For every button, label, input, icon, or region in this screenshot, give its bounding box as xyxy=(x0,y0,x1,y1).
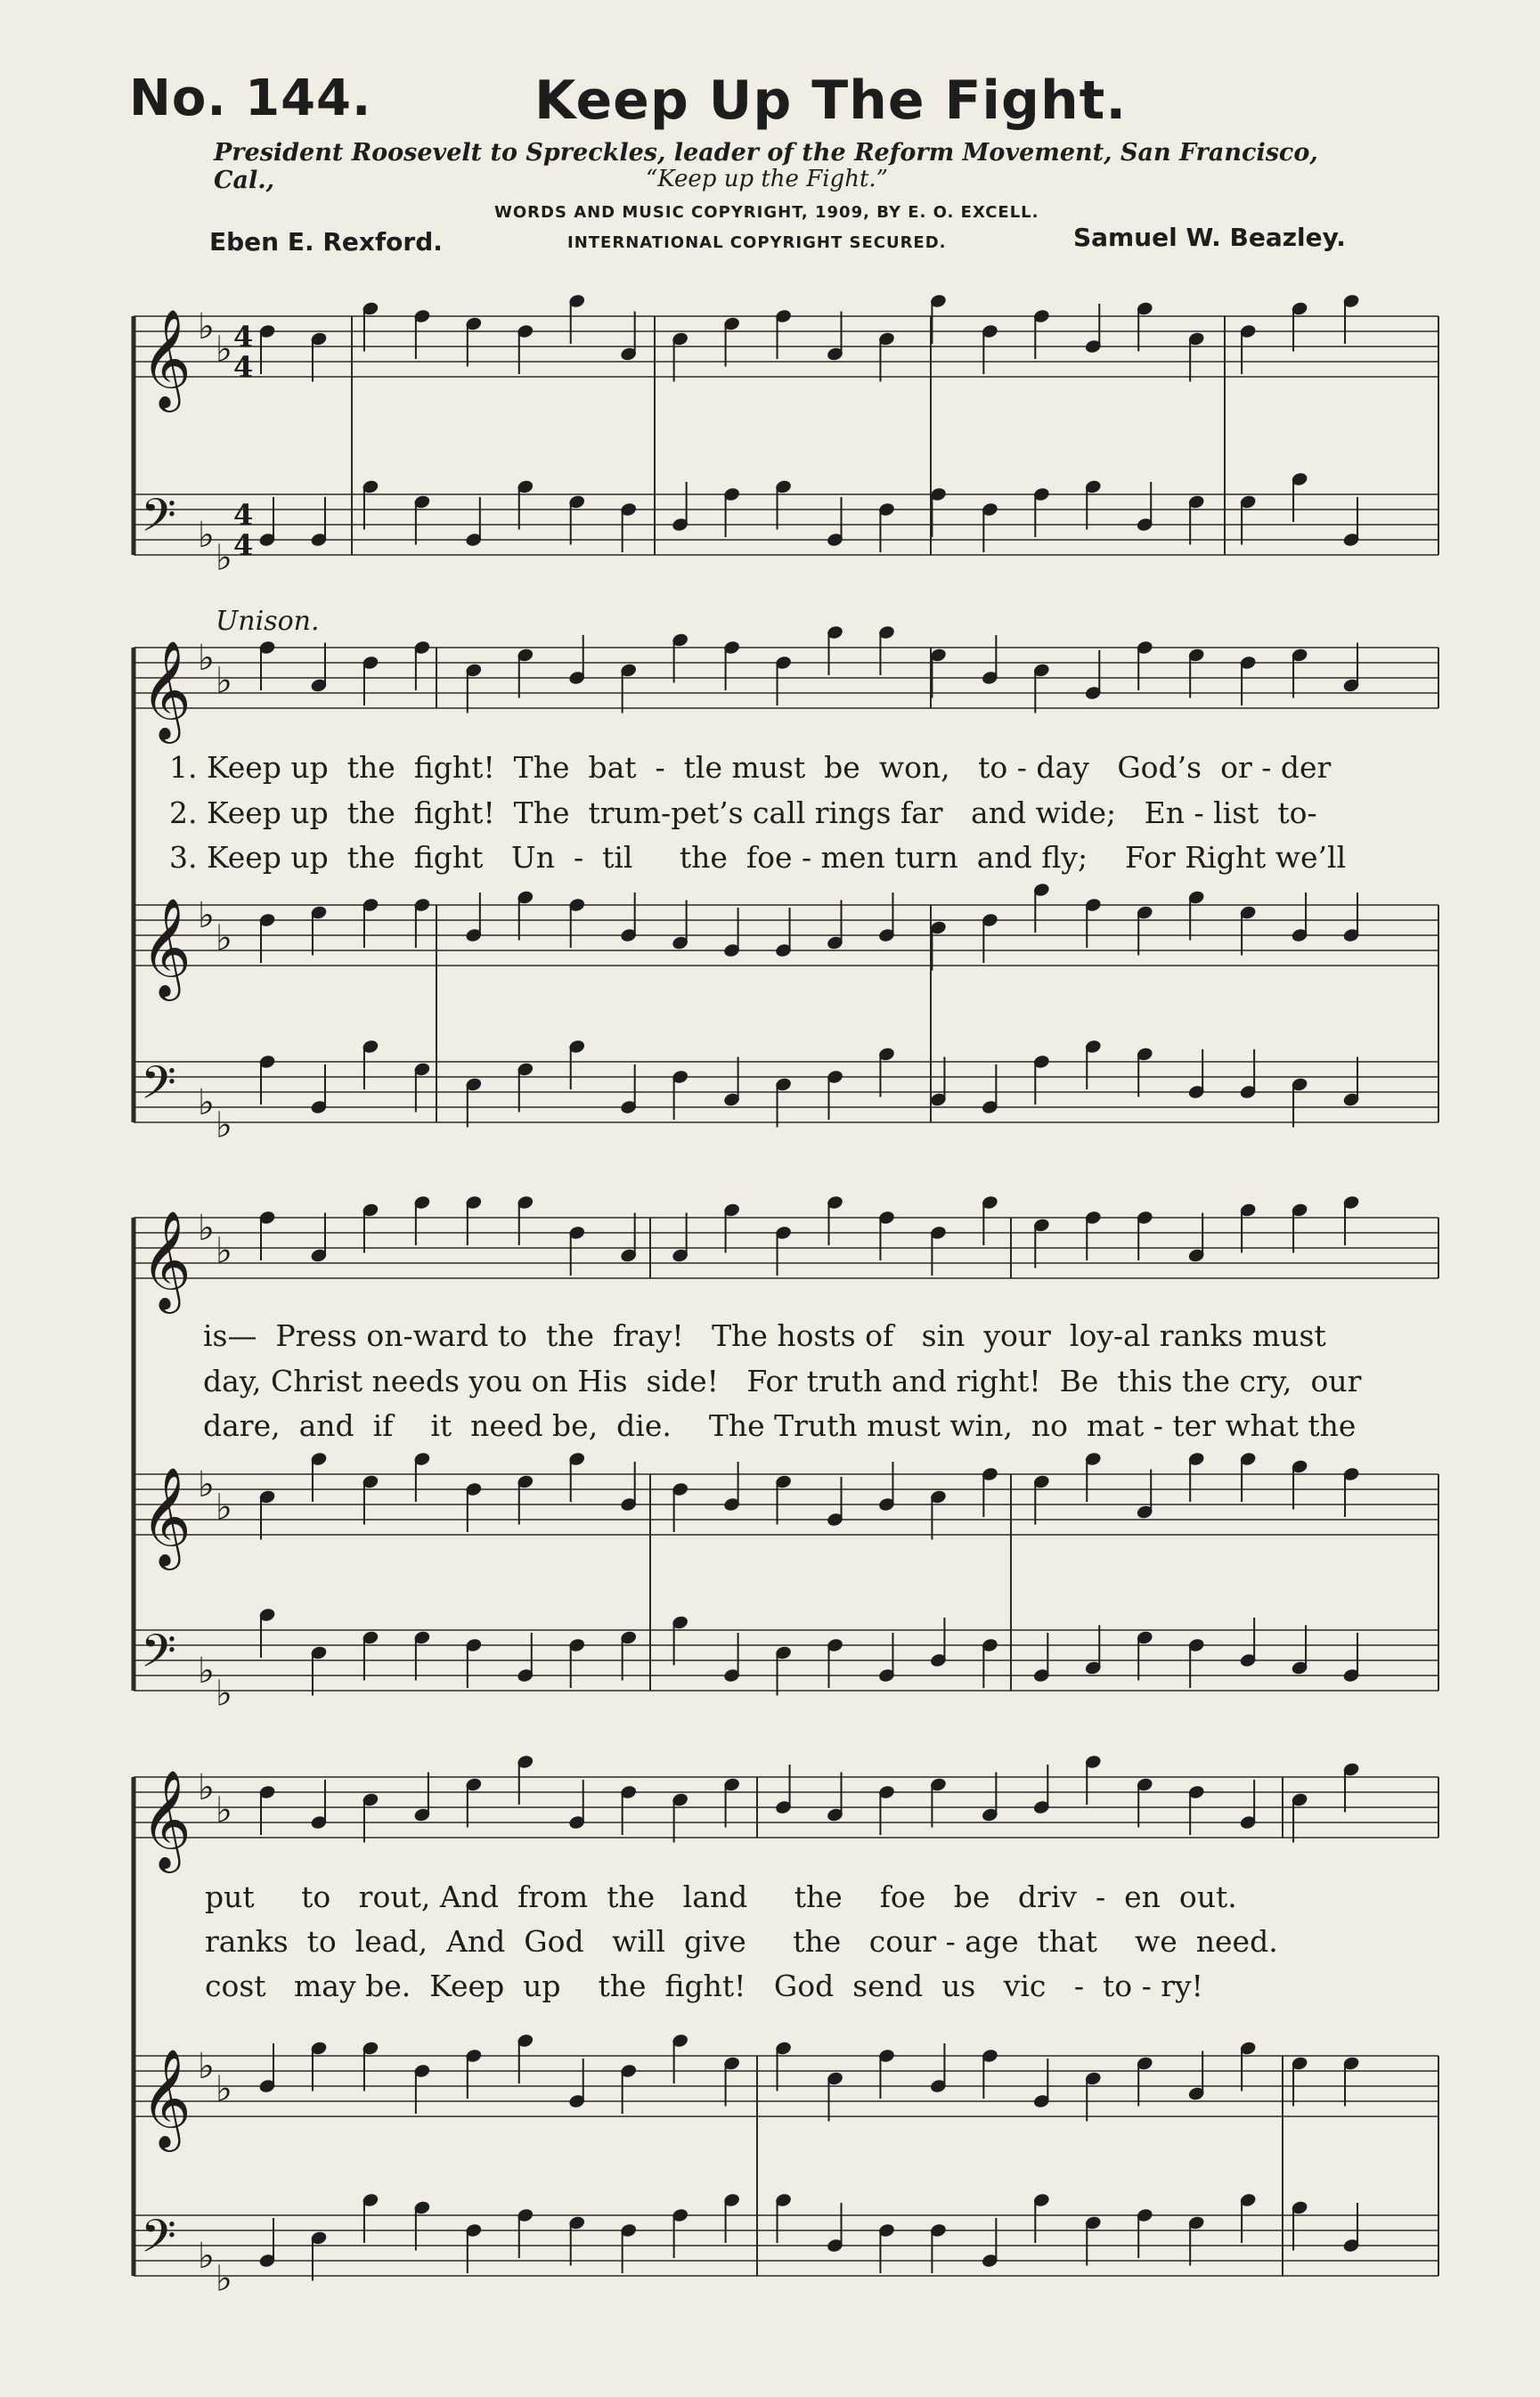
epigraph: President Roosevelt to Spreckles, leader of the Reform Movement, San Francisco, Cal., xyxy=(214,139,1318,194)
time-signature-bottom: 4 xyxy=(233,528,254,562)
author-name: Eben E. Rexford. xyxy=(209,227,443,257)
treble-clef-icon: 𝄞 xyxy=(141,640,191,739)
epigraph-quote: “Keep up the Fight.” xyxy=(646,166,888,192)
flat-icon: ♭ xyxy=(216,329,232,371)
flat-icon: ♭ xyxy=(216,660,232,702)
verse-line-s4-1: put to rout, And from the land the foe be driv - en out. xyxy=(205,1879,1237,1914)
flat-icon: ♭ xyxy=(216,537,232,579)
treble-clef-icon: 𝄞 xyxy=(141,897,191,997)
time-signature-top: 4 xyxy=(233,320,254,354)
flat-icon: ♭ xyxy=(216,1487,232,1529)
flat-icon: ♭ xyxy=(198,638,215,679)
verse-line-s2-1: 1. Keep up the fight! The bat - tle must be won, to - day God’s or - der xyxy=(169,750,1332,785)
verse-line-s3-1: is— Press on-ward to the fray! The hosts of sin your loy-al ranks must xyxy=(203,1318,1326,1353)
copyright-line-2: INTERNATIONAL COPYRIGHT SECURED. xyxy=(567,233,947,252)
flat-icon: ♭ xyxy=(198,306,215,347)
flat-icon: ♭ xyxy=(198,1767,215,1808)
flat-icon: ♭ xyxy=(198,2046,215,2087)
unison-marking: Unison. xyxy=(216,606,320,637)
hymn-number: No. 144. xyxy=(129,69,372,127)
flat-icon: ♭ xyxy=(198,515,215,556)
verse-line-s2-3: 3. Keep up the fight Un - til the foe - men turn and fly; For Right we’ll xyxy=(169,840,1347,875)
bass-clef-icon: 𝄢 xyxy=(141,2209,176,2274)
flat-icon: ♭ xyxy=(198,1464,215,1505)
bass-clef-icon: 𝄢 xyxy=(141,488,176,553)
flat-icon: ♭ xyxy=(198,2236,215,2277)
flat-icon: ♭ xyxy=(216,2258,232,2300)
flat-icon: ♭ xyxy=(216,917,232,959)
copyright-line-1: WORDS AND MUSIC COPYRIGHT, 1909, BY E. O. EXCELL. xyxy=(494,203,1039,222)
verse-line-s4-3: cost may be. Keep up the fight! God send us vic - to - ry! xyxy=(205,1969,1203,2003)
composer-name: Samuel W. Beazley. xyxy=(1073,223,1346,252)
time-signature-top: 4 xyxy=(233,498,254,532)
flat-icon: ♭ xyxy=(216,1673,232,1715)
treble-clef-icon: 𝄞 xyxy=(141,1210,191,1309)
flat-icon: ♭ xyxy=(216,2068,232,2110)
verse-line-s4-2: ranks to lead, And God will give the cour - age that we need. xyxy=(205,1924,1278,1959)
verse-line-s2-2: 2. Keep up the fight! The trum-pet’s call rings far and wide; En - list to- xyxy=(169,795,1317,830)
flat-icon: ♭ xyxy=(198,895,215,936)
treble-clef-icon: 𝄞 xyxy=(141,308,191,408)
flat-icon: ♭ xyxy=(198,1651,215,1692)
treble-clef-icon: 𝄞 xyxy=(141,2048,191,2148)
flat-icon: ♭ xyxy=(198,1082,215,1123)
flat-icon: ♭ xyxy=(216,1105,232,1146)
time-signature-bottom: 4 xyxy=(233,350,254,384)
verse-line-s3-3: dare, and if it need be, die. The Truth must win, no mat - ter what the xyxy=(203,1408,1357,1443)
treble-clef-icon: 𝄞 xyxy=(141,1466,191,1566)
verse-line-s3-2: day, Christ needs you on His side! For truth and right! Be this the cry, our xyxy=(203,1364,1362,1398)
flat-icon: ♭ xyxy=(198,1208,215,1249)
flat-icon: ♭ xyxy=(216,1230,232,1272)
treble-clef-icon: 𝄞 xyxy=(141,1769,191,1869)
hymn-title: Keep Up The Fight. xyxy=(534,69,1128,132)
bass-clef-icon: 𝄢 xyxy=(141,1624,176,1689)
bass-clef-icon: 𝄢 xyxy=(141,1056,176,1121)
flat-icon: ♭ xyxy=(216,1790,232,1831)
